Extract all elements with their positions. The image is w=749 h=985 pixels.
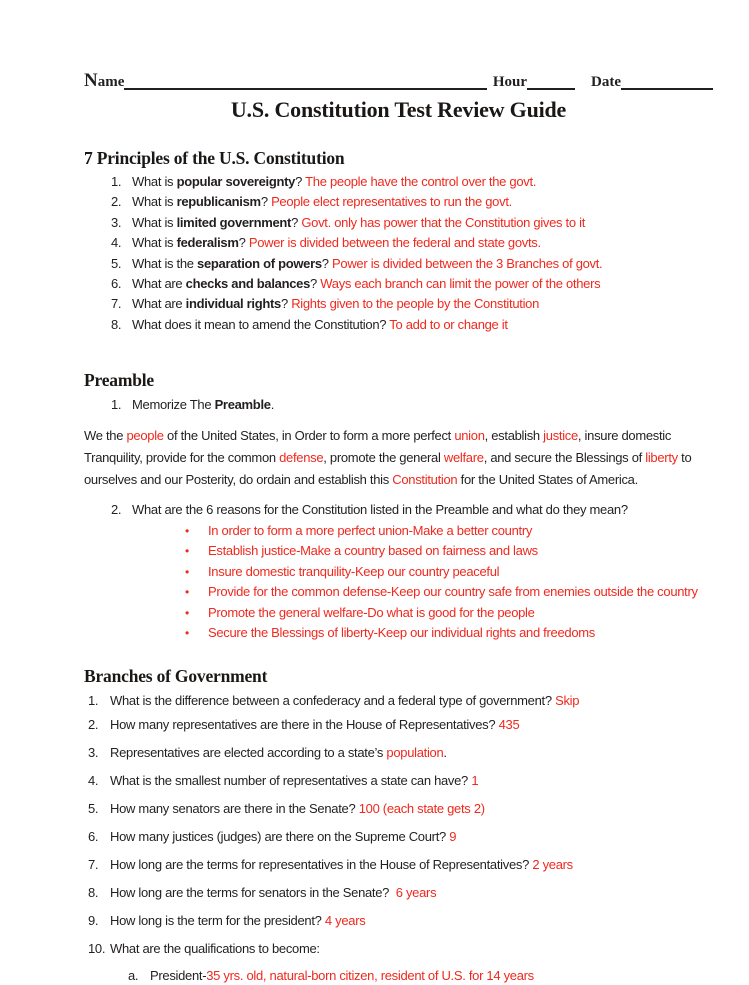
date-label: Date: [591, 74, 621, 90]
list-item-text: [208, 603, 713, 623]
list-item-text: [150, 966, 713, 985]
item-number: 3.: [88, 744, 99, 760]
question-text: What is: [132, 214, 177, 230]
list-item-text: [132, 192, 713, 212]
list-item: [88, 911, 713, 930]
list-item-text: [110, 743, 713, 762]
item-number: 1.: [88, 692, 99, 708]
list-item-text: [110, 855, 713, 874]
answer-text: Secure the Blessings of liberty-Keep our individual rights and freedoms: [208, 625, 595, 641]
answer-text: 35 yrs. old, natural-born citizen, resident of U.S. for 14 years: [206, 967, 534, 983]
name-blank-line: [124, 74, 486, 90]
key-term: republicanism: [176, 194, 261, 210]
list-item: [111, 274, 713, 294]
principles-heading: 7 Principles of the U.S. Constitution: [84, 148, 345, 168]
answer-text: 2 years: [532, 856, 573, 872]
branches-heading: Branches of Government: [84, 665, 268, 686]
answer-text: The people have the control over the govt.: [305, 174, 537, 189]
list-item: [111, 500, 713, 520]
bullet-icon: •: [185, 544, 189, 559]
section-principles: [84, 147, 713, 335]
answer-text: Govt. only has power that the Constitution gives to it: [301, 214, 586, 230]
preamble-reasons-list: [185, 521, 713, 643]
question-text: What is the difference between a confederacy and a federal type of government?: [110, 692, 556, 708]
answer-text: defense: [279, 449, 324, 465]
key-term: federalism: [176, 235, 239, 251]
question-text: How many justices (judges) are there on the Supreme Court?: [110, 828, 450, 844]
list-item-text: [110, 691, 713, 710]
answer-text: union: [454, 427, 485, 443]
answer-text: Provide for the common defense-Keep our country safe from enemies outside the country: [208, 584, 698, 600]
list-item: [185, 521, 713, 541]
answer-text: To add to or change it: [389, 316, 508, 332]
list-item-text: [132, 500, 713, 520]
hour-label: Hour: [492, 74, 527, 90]
question-text: How many senators are there in the Senate?: [110, 800, 359, 816]
name-label: Name: [84, 70, 125, 91]
list-item-text: [208, 562, 713, 582]
section-branches: [84, 665, 713, 985]
question-text: How long are the terms for senators in the Senate?: [110, 884, 396, 900]
list-item: [111, 315, 713, 335]
list-item-text: [208, 623, 713, 643]
question-text: , insure domestic Tranquility, provide for the common: [84, 427, 672, 465]
item-number: 10.: [88, 940, 106, 956]
name-hour-date-row: [84, 70, 713, 90]
key-term: limited government: [176, 214, 292, 230]
key-term: checks and balances: [185, 276, 311, 292]
question-text: Memorize The: [132, 397, 215, 413]
item-number: a.: [128, 967, 139, 983]
item-number: 7.: [88, 856, 99, 872]
bullet-icon: •: [185, 564, 189, 579]
question-text: We the: [84, 427, 127, 443]
key-term: popular sovereignty: [176, 174, 296, 189]
item-number: 5.: [111, 255, 122, 271]
preamble-paragraph: [84, 425, 716, 491]
question-text: to ourselves and our Posterity, do ordain and establish this: [84, 449, 692, 487]
list-item: [88, 715, 713, 734]
question-text: ?: [291, 214, 302, 230]
question-text: How long are the terms for representatives in the House of Representatives?: [110, 856, 533, 872]
question-text: , establish: [484, 427, 544, 443]
list-item-text: [132, 315, 713, 335]
preamble-heading: Preamble: [84, 370, 154, 391]
list-item: [185, 541, 713, 561]
item-number: 8.: [88, 884, 99, 900]
question-text: How long is the term for the president?: [110, 912, 325, 928]
answer-text: 9: [449, 828, 457, 844]
answer-text: Establish justice-Make a country based on fairness and laws: [208, 543, 538, 559]
list-item-text: [132, 274, 713, 294]
question-text: Representatives are elected according to a state’s: [110, 744, 387, 760]
branches-sub-list: [128, 966, 713, 985]
section-preamble: [84, 369, 713, 643]
answer-text: Rights given to the people by the Constitution: [291, 296, 540, 312]
question-text: What are the qualifications to become:: [110, 940, 320, 956]
answer-text: Promote the general welfare-Do what is good for the people: [208, 604, 535, 620]
preamble-q1-list: [111, 395, 713, 415]
answer-text: people: [126, 427, 164, 443]
preamble-q2-list: [111, 500, 713, 520]
answer-text: population: [386, 744, 444, 760]
item-number: 1.: [111, 397, 122, 413]
question-text: of the United States, in Order to form a more perfect: [163, 427, 455, 443]
list-item-text: [110, 939, 713, 958]
question-text: .: [443, 744, 447, 760]
question-text: What is the: [132, 255, 198, 271]
question-text: How many representatives are there in the House of Representatives?: [110, 716, 499, 732]
list-item: [88, 743, 713, 762]
answer-text: People elect representatives to run the govt.: [271, 194, 512, 210]
item-number: 3.: [111, 214, 122, 230]
item-number: 8.: [111, 316, 122, 332]
list-item: [111, 294, 713, 314]
list-item-text: [208, 541, 713, 561]
principles-list: [111, 172, 713, 335]
question-text: , and secure the Blessings of: [483, 449, 646, 465]
list-item: [185, 623, 713, 643]
list-item: [185, 562, 713, 582]
answer-text: Ways each branch can limit the power of the others: [320, 276, 601, 292]
question-text: ?: [238, 235, 249, 251]
list-item-text: [110, 827, 713, 846]
bullet-icon: •: [185, 605, 189, 620]
list-item-text: [132, 395, 713, 415]
list-item: [88, 691, 713, 710]
item-number: 2.: [88, 716, 99, 732]
item-number: 1.: [111, 174, 122, 189]
answer-text: 6 years: [395, 884, 437, 900]
list-item: [111, 233, 713, 253]
list-item-text: [132, 294, 713, 314]
answer-text: Constitution: [392, 471, 458, 487]
answer-text: Skip: [555, 692, 580, 708]
list-item: [111, 395, 713, 415]
list-item: [111, 213, 713, 233]
list-item: [185, 603, 713, 623]
item-number: 2.: [111, 501, 122, 517]
question-text: President-: [150, 967, 207, 983]
question-text: What is the smallest number of representatives a state can have?: [110, 772, 472, 788]
branches-list: [88, 691, 713, 958]
key-term: Preamble: [214, 397, 271, 413]
answer-text: Insure domestic tranquility-Keep our country peaceful: [208, 563, 500, 579]
list-item: [111, 172, 713, 192]
list-item-text: [132, 172, 713, 192]
list-item: [88, 771, 713, 790]
bullet-icon: •: [185, 585, 189, 600]
question-text: for the United States of America.: [457, 471, 638, 487]
list-item-text: [132, 213, 713, 233]
question-text: What is: [132, 194, 177, 210]
answer-text: Power is divided between the 3 Branches of govt.: [332, 255, 603, 271]
question-text: What are: [132, 276, 186, 292]
item-number: 5.: [88, 800, 99, 816]
date-blank-line: [621, 74, 713, 90]
key-term: separation of powers: [197, 255, 322, 271]
answer-text: 1: [471, 772, 479, 788]
hour-blank-line: [527, 74, 575, 90]
list-item-text: [110, 911, 713, 930]
answer-text: 100 (each state gets 2): [358, 800, 485, 816]
list-item-text: [110, 799, 713, 818]
question-text: , promote the general: [323, 449, 444, 465]
key-term: individual rights: [185, 296, 281, 312]
list-item-text: [110, 771, 713, 790]
list-item: [111, 192, 713, 212]
item-number: 4.: [88, 772, 99, 788]
answer-text: welfare: [443, 449, 484, 465]
answer-text: In order to form a more perfect union-Make a better country: [208, 523, 533, 539]
list-item: [111, 254, 713, 274]
list-item: [88, 827, 713, 846]
question-text: ?: [295, 174, 306, 189]
item-number: 7.: [111, 296, 122, 312]
answer-text: liberty: [645, 449, 678, 465]
question-text: What is: [132, 235, 177, 251]
list-item-text: [132, 233, 713, 253]
question-text: What is: [132, 174, 177, 189]
question-text: .: [270, 397, 275, 413]
bullet-icon: •: [185, 524, 189, 539]
list-item: [88, 799, 713, 818]
list-item: [88, 855, 713, 874]
list-item-text: [110, 715, 713, 734]
item-number: 4.: [111, 235, 122, 251]
list-item: [88, 883, 713, 902]
question-text: What does it mean to amend the Constitution?: [132, 316, 390, 332]
list-item: [88, 939, 713, 958]
question-text: ?: [310, 276, 321, 292]
answer-text: 4 years: [324, 912, 366, 928]
question-text: ?: [321, 255, 333, 271]
item-number: 6.: [88, 828, 99, 844]
question-text: What are the 6 reasons for the Constitution listed in the Preamble and what do they mean?: [132, 501, 628, 517]
bullet-icon: •: [185, 626, 189, 641]
answer-text: 435: [498, 716, 520, 732]
list-item-text: [110, 883, 713, 902]
item-number: 6.: [111, 276, 122, 292]
list-item-text: [208, 521, 713, 541]
page-title: U.S. Constitution Test Review Guide: [230, 97, 567, 122]
item-number: 2.: [111, 194, 122, 210]
question-text: What are: [132, 296, 186, 312]
question-text: ?: [260, 194, 272, 210]
answer-text: justice: [543, 427, 578, 443]
list-item-text: [132, 254, 713, 274]
answer-text: Power is divided between the federal and state govts.: [248, 235, 541, 251]
item-number: 9.: [88, 912, 99, 928]
list-item: [128, 966, 713, 985]
list-item-text: [208, 582, 713, 602]
question-text: ?: [280, 296, 292, 312]
list-item: [185, 582, 713, 602]
